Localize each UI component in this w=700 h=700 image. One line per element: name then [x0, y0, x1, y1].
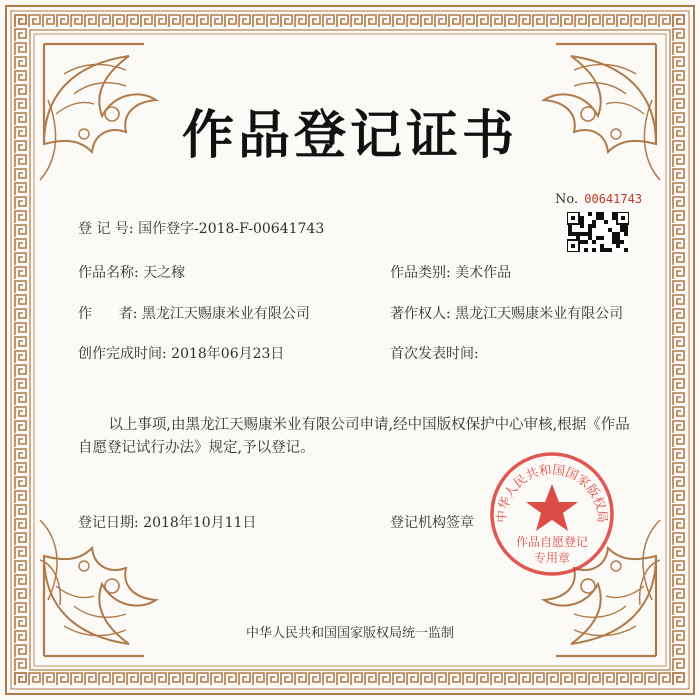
created-row: [78, 343, 284, 363]
number-value: 00641743: [584, 192, 643, 206]
author-value: 黑龙江天赐康米业有限公司: [141, 306, 310, 322]
reg-no-value: 国作登字-2018-F-00641743: [138, 221, 325, 237]
seal-center-line1: 作品自愿登记: [515, 535, 589, 549]
work-name-value: 天之稼: [143, 265, 186, 281]
reg-date-row: [78, 512, 256, 532]
seal-ring-text: 中华人民共和国国家版权局: [493, 461, 611, 524]
published-label: 首次发表时间:: [390, 346, 479, 362]
certificate-title: 作品登记证书: [181, 106, 518, 166]
author-row: [78, 303, 310, 323]
work-type-label: 作品类别:: [390, 265, 451, 281]
reg-date-label: 登记日期:: [78, 515, 139, 531]
author-label: 作 者:: [78, 306, 138, 322]
work-name-row: [78, 262, 185, 282]
reg-no-label: 登 记 号:: [78, 221, 134, 237]
qr-code: [567, 212, 629, 252]
work-type-value: 美术作品: [455, 265, 512, 281]
created-label: 创作完成时间:: [78, 346, 167, 362]
reg-no-row: [78, 218, 324, 238]
seal-center-line2: 专用章: [533, 551, 571, 565]
work-type-row: [390, 262, 511, 282]
owner-value: 黑龙江天赐康米业有限公司: [455, 306, 624, 322]
body-paragraph: 以上事项,由黑龙江天赐康米业有限公司申请,经中国版权保护中心审核,根据《作品自愿登记试行办法》规定,予以登记。: [78, 417, 630, 456]
official-seal: [488, 450, 616, 578]
published-row: [390, 343, 479, 363]
created-value: 2018年06月23日: [171, 346, 285, 362]
certificate-number: [555, 192, 642, 207]
work-name-label: 作品名称:: [78, 265, 139, 281]
owner-label: 著作权人:: [390, 306, 451, 322]
reg-date-value: 2018年10月11日: [143, 515, 257, 531]
signature-label: 登记机构签章: [390, 515, 474, 531]
issuer-footer: 中华人民共和国国家版权局统一监制: [245, 626, 454, 641]
owner-row: [390, 303, 623, 323]
number-label: No.: [555, 192, 579, 207]
